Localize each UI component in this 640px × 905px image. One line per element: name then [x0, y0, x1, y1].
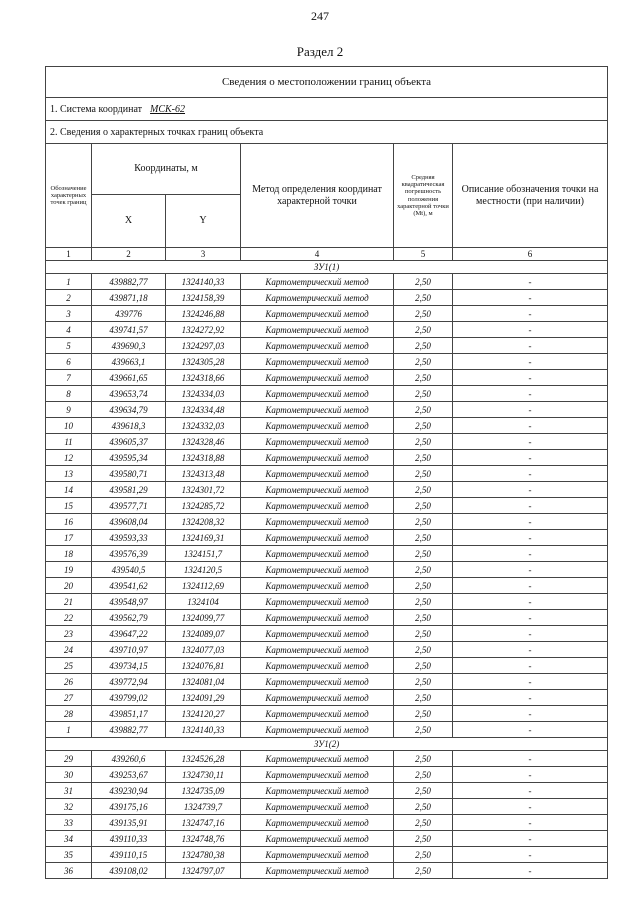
method: Картометрический метод [241, 562, 394, 578]
error-value: 2,50 [394, 482, 453, 498]
method: Картометрический метод [241, 863, 394, 879]
coord-y: 1324272,92 [166, 322, 241, 338]
description: - [453, 658, 608, 674]
coord-y: 1324301,72 [166, 482, 241, 498]
coord-y: 1324104 [166, 594, 241, 610]
coord-y: 1324169,31 [166, 530, 241, 546]
method: Картометрический метод [241, 338, 394, 354]
coord-x: 439540,5 [92, 562, 166, 578]
header-method: Метод определения координат характерной точки [241, 144, 394, 248]
error-value: 2,50 [394, 783, 453, 799]
coord-y: 1324091,29 [166, 690, 241, 706]
method: Картометрический метод [241, 386, 394, 402]
header-x: X [92, 195, 166, 248]
description: - [453, 626, 608, 642]
description: - [453, 674, 608, 690]
coord-y: 1324739,7 [166, 799, 241, 815]
method: Картометрический метод [241, 594, 394, 610]
header-description: Описание обозначения точки на местности (при наличии) [453, 144, 608, 248]
method: Картометрический метод [241, 306, 394, 322]
error-value: 2,50 [394, 706, 453, 722]
error-value: 2,50 [394, 290, 453, 306]
point-number: 16 [46, 514, 92, 530]
coord-y: 1324305,28 [166, 354, 241, 370]
error-value: 2,50 [394, 722, 453, 738]
coord-x: 439108,02 [92, 863, 166, 879]
error-value: 2,50 [394, 831, 453, 847]
coord-x: 439851,17 [92, 706, 166, 722]
description: - [453, 354, 608, 370]
table-title: Сведения о местоположении границ объекта [46, 67, 608, 98]
coord-y: 1324077,03 [166, 642, 241, 658]
coord-y: 1324735,09 [166, 783, 241, 799]
method: Картометрический метод [241, 434, 394, 450]
point-number: 13 [46, 466, 92, 482]
method: Картометрический метод [241, 674, 394, 690]
point-number: 21 [46, 594, 92, 610]
point-number: 24 [46, 642, 92, 658]
description: - [453, 831, 608, 847]
coord-x: 439741,57 [92, 322, 166, 338]
point-number: 3 [46, 306, 92, 322]
coord-x: 439110,33 [92, 831, 166, 847]
error-value: 2,50 [394, 594, 453, 610]
point-number: 1 [46, 274, 92, 290]
table-row [46, 530, 608, 546]
coord-y: 1324313,48 [166, 466, 241, 482]
coord-x: 439595,34 [92, 450, 166, 466]
coord-y: 1324747,16 [166, 815, 241, 831]
description: - [453, 799, 608, 815]
coord-y: 1324285,72 [166, 498, 241, 514]
description: - [453, 783, 608, 799]
coord-y: 1324158,39 [166, 290, 241, 306]
column-number: 3 [166, 248, 241, 261]
description: - [453, 514, 608, 530]
method: Картометрический метод [241, 418, 394, 434]
coord-y: 1324076,81 [166, 658, 241, 674]
coord-y: 1324332,03 [166, 418, 241, 434]
description: - [453, 578, 608, 594]
description: - [453, 642, 608, 658]
description: - [453, 466, 608, 482]
table-row [46, 450, 608, 466]
coord-y: 1324328,46 [166, 434, 241, 450]
coord-y: 1324120,27 [166, 706, 241, 722]
description: - [453, 815, 608, 831]
error-value: 2,50 [394, 562, 453, 578]
coord-y: 1324334,03 [166, 386, 241, 402]
method: Картометрический метод [241, 546, 394, 562]
point-number: 9 [46, 402, 92, 418]
description: - [453, 722, 608, 738]
method: Картометрический метод [241, 690, 394, 706]
description: - [453, 610, 608, 626]
coord-x: 439548,97 [92, 594, 166, 610]
error-value: 2,50 [394, 322, 453, 338]
error-value: 2,50 [394, 863, 453, 879]
error-value: 2,50 [394, 402, 453, 418]
description: - [453, 847, 608, 863]
error-value: 2,50 [394, 642, 453, 658]
table-row [46, 722, 608, 738]
table-row [46, 290, 608, 306]
error-value: 2,50 [394, 434, 453, 450]
table-row [46, 847, 608, 863]
section-name: ЗУ1(2) [46, 738, 608, 751]
description: - [453, 450, 608, 466]
description: - [453, 546, 608, 562]
description: - [453, 530, 608, 546]
point-number: 25 [46, 658, 92, 674]
table-row [46, 578, 608, 594]
coord-y: 1324081,04 [166, 674, 241, 690]
point-number: 22 [46, 610, 92, 626]
coord-y: 1324748,76 [166, 831, 241, 847]
error-value: 2,50 [394, 450, 453, 466]
table-row [46, 386, 608, 402]
point-number: 35 [46, 847, 92, 863]
coord-y: 1324246,88 [166, 306, 241, 322]
method: Картометрический метод [241, 578, 394, 594]
table-row [46, 546, 608, 562]
table-row [46, 402, 608, 418]
table-row [46, 783, 608, 799]
point-number: 31 [46, 783, 92, 799]
coord-x: 439580,71 [92, 466, 166, 482]
coord-y: 1324140,33 [166, 722, 241, 738]
error-value: 2,50 [394, 514, 453, 530]
table-row [46, 626, 608, 642]
header-coordinates: Координаты, м [92, 144, 241, 195]
point-number: 19 [46, 562, 92, 578]
description: - [453, 306, 608, 322]
point-number: 7 [46, 370, 92, 386]
method: Картометрический метод [241, 722, 394, 738]
description: - [453, 338, 608, 354]
description: - [453, 370, 608, 386]
point-number: 30 [46, 767, 92, 783]
description: - [453, 418, 608, 434]
table-row [46, 274, 608, 290]
method: Картометрический метод [241, 626, 394, 642]
coord-x: 439577,71 [92, 498, 166, 514]
points-label: 2. Сведения о характерных точках границ объекта [46, 121, 608, 144]
description: - [453, 562, 608, 578]
coord-x: 439260,6 [92, 751, 166, 767]
table-row [46, 594, 608, 610]
coord-x: 439663,1 [92, 354, 166, 370]
point-number: 14 [46, 482, 92, 498]
table-row [46, 674, 608, 690]
error-value: 2,50 [394, 751, 453, 767]
table-row [46, 831, 608, 847]
boundary-table [45, 66, 608, 879]
coord-x: 439618,3 [92, 418, 166, 434]
coord-x: 439230,94 [92, 783, 166, 799]
column-number: 2 [92, 248, 166, 261]
point-number: 17 [46, 530, 92, 546]
method: Картометрический метод [241, 658, 394, 674]
error-value: 2,50 [394, 498, 453, 514]
coord-x: 439175,16 [92, 799, 166, 815]
method: Картометрический метод [241, 751, 394, 767]
coord-y: 1324151,7 [166, 546, 241, 562]
point-number: 6 [46, 354, 92, 370]
error-value: 2,50 [394, 610, 453, 626]
table-row [46, 610, 608, 626]
table-row [46, 466, 608, 482]
section-header-row [46, 261, 608, 274]
table-row [46, 815, 608, 831]
method: Картометрический метод [241, 847, 394, 863]
point-number: 34 [46, 831, 92, 847]
method: Картометрический метод [241, 466, 394, 482]
error-value: 2,50 [394, 815, 453, 831]
coord-x: 439661,65 [92, 370, 166, 386]
table-row [46, 690, 608, 706]
point-number: 23 [46, 626, 92, 642]
coord-x: 439882,77 [92, 274, 166, 290]
coord-y: 1324120,5 [166, 562, 241, 578]
description: - [453, 690, 608, 706]
point-number: 1 [46, 722, 92, 738]
error-value: 2,50 [394, 354, 453, 370]
coord-x: 439653,74 [92, 386, 166, 402]
point-number: 28 [46, 706, 92, 722]
point-number: 36 [46, 863, 92, 879]
error-value: 2,50 [394, 674, 453, 690]
coord-x: 439710,97 [92, 642, 166, 658]
coord-y: 1324297,03 [166, 338, 241, 354]
coord-y: 1324730,11 [166, 767, 241, 783]
point-number: 10 [46, 418, 92, 434]
column-number-row [46, 248, 608, 261]
error-value: 2,50 [394, 847, 453, 863]
point-number: 2 [46, 290, 92, 306]
table-row [46, 863, 608, 879]
coord-y: 1324208,32 [166, 514, 241, 530]
point-number: 11 [46, 434, 92, 450]
method: Картометрический метод [241, 402, 394, 418]
coord-x: 439799,02 [92, 690, 166, 706]
point-number: 4 [46, 322, 92, 338]
table-row [46, 354, 608, 370]
point-number: 20 [46, 578, 92, 594]
table-row [46, 514, 608, 530]
error-value: 2,50 [394, 690, 453, 706]
table-row [46, 658, 608, 674]
coord-x: 439110,15 [92, 847, 166, 863]
point-number: 29 [46, 751, 92, 767]
method: Картометрический метод [241, 799, 394, 815]
coord-x: 439608,04 [92, 514, 166, 530]
column-number: 1 [46, 248, 92, 261]
error-value: 2,50 [394, 418, 453, 434]
coord-y: 1324089,07 [166, 626, 241, 642]
error-value: 2,50 [394, 799, 453, 815]
error-value: 2,50 [394, 306, 453, 322]
method: Картометрический метод [241, 354, 394, 370]
coord-x: 439634,79 [92, 402, 166, 418]
table-row [46, 642, 608, 658]
method: Картометрический метод [241, 498, 394, 514]
table-row [46, 799, 608, 815]
point-number: 26 [46, 674, 92, 690]
point-number: 5 [46, 338, 92, 354]
description: - [453, 498, 608, 514]
coord-y: 1324099,77 [166, 610, 241, 626]
table-row [46, 418, 608, 434]
table-row [46, 751, 608, 767]
description: - [453, 274, 608, 290]
coord-x: 439882,77 [92, 722, 166, 738]
header-error: Средняя квадратическая погрешность положения характерной точки (Mt), м [394, 144, 453, 248]
coord-system-row [46, 98, 608, 121]
coord-x: 439871,18 [92, 290, 166, 306]
description: - [453, 402, 608, 418]
header-point-designation: Обозначение характерных точек границ [46, 144, 92, 248]
coord-x: 439605,37 [92, 434, 166, 450]
section-name: ЗУ1(1) [46, 261, 608, 274]
table-row [46, 562, 608, 578]
error-value: 2,50 [394, 466, 453, 482]
method: Картометрический метод [241, 706, 394, 722]
description: - [453, 482, 608, 498]
method: Картометрический метод [241, 815, 394, 831]
section-title: Раздел 2 [296, 44, 344, 59]
error-value: 2,50 [394, 658, 453, 674]
error-value: 2,50 [394, 370, 453, 386]
table-row [46, 482, 608, 498]
table-row [46, 706, 608, 722]
coord-system-value: МСК-62 [150, 103, 186, 115]
method: Картометрический метод [241, 322, 394, 338]
table-row [46, 322, 608, 338]
error-value: 2,50 [394, 338, 453, 354]
method: Картометрический метод [241, 783, 394, 799]
description: - [453, 863, 608, 879]
method: Картометрический метод [241, 831, 394, 847]
description: - [453, 290, 608, 306]
method: Картометрический метод [241, 450, 394, 466]
table-row [46, 306, 608, 322]
point-number: 32 [46, 799, 92, 815]
point-number: 12 [46, 450, 92, 466]
error-value: 2,50 [394, 530, 453, 546]
header-y: Y [166, 195, 241, 248]
table-row [46, 434, 608, 450]
coord-x: 439541,62 [92, 578, 166, 594]
method: Картометрический метод [241, 290, 394, 306]
error-value: 2,50 [394, 767, 453, 783]
coord-x: 439772,94 [92, 674, 166, 690]
coord-y: 1324318,66 [166, 370, 241, 386]
column-number: 6 [453, 248, 608, 261]
coord-x: 439253,67 [92, 767, 166, 783]
section-header-row [46, 738, 608, 751]
page-number: 247 [311, 9, 329, 23]
point-number: 15 [46, 498, 92, 514]
error-value: 2,50 [394, 546, 453, 562]
description: - [453, 386, 608, 402]
error-value: 2,50 [394, 274, 453, 290]
table-row [46, 370, 608, 386]
coord-y: 1324780,38 [166, 847, 241, 863]
coord-x: 439647,22 [92, 626, 166, 642]
point-number: 8 [46, 386, 92, 402]
description: - [453, 322, 608, 338]
description: - [453, 751, 608, 767]
description: - [453, 434, 608, 450]
table-row [46, 498, 608, 514]
error-value: 2,50 [394, 626, 453, 642]
error-value: 2,50 [394, 578, 453, 594]
method: Картометрический метод [241, 482, 394, 498]
coord-y: 1324112,69 [166, 578, 241, 594]
coord-x: 439576,39 [92, 546, 166, 562]
coord-y: 1324140,33 [166, 274, 241, 290]
coord-x: 439562,79 [92, 610, 166, 626]
coord-y: 1324334,48 [166, 402, 241, 418]
point-number: 33 [46, 815, 92, 831]
point-number: 18 [46, 546, 92, 562]
method: Картометрический метод [241, 642, 394, 658]
coord-x: 439581,29 [92, 482, 166, 498]
coord-x: 439776 [92, 306, 166, 322]
method: Картометрический метод [241, 610, 394, 626]
coord-y: 1324797,07 [166, 863, 241, 879]
table-row [46, 767, 608, 783]
coord-system-label: 1. Система координат [50, 103, 143, 115]
error-value: 2,50 [394, 386, 453, 402]
coord-y: 1324318,88 [166, 450, 241, 466]
description: - [453, 706, 608, 722]
table-row [46, 338, 608, 354]
coord-x: 439690,3 [92, 338, 166, 354]
method: Картометрический метод [241, 514, 394, 530]
description: - [453, 767, 608, 783]
coord-x: 439593,33 [92, 530, 166, 546]
column-number: 4 [241, 248, 394, 261]
point-number: 27 [46, 690, 92, 706]
method: Картометрический метод [241, 530, 394, 546]
description: - [453, 594, 608, 610]
column-number: 5 [394, 248, 453, 261]
coord-x: 439734,15 [92, 658, 166, 674]
coord-x: 439135,91 [92, 815, 166, 831]
method: Картометрический метод [241, 767, 394, 783]
method: Картометрический метод [241, 370, 394, 386]
coord-y: 1324526,28 [166, 751, 241, 767]
method: Картометрический метод [241, 274, 394, 290]
